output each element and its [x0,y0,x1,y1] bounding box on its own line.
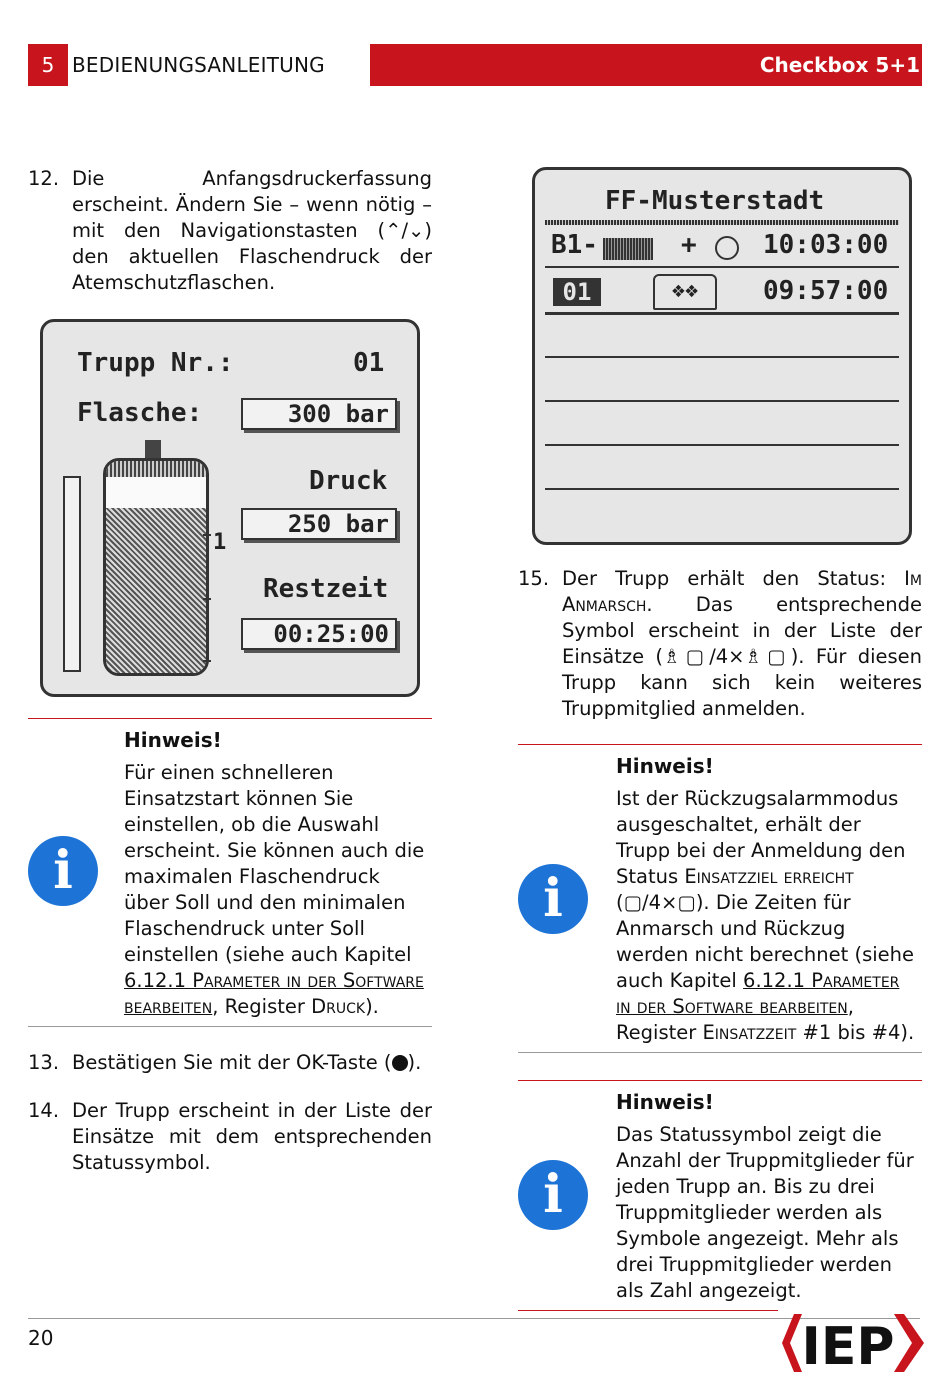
cylinder-icon [103,458,209,676]
empty-row-line [545,488,899,490]
flasche-value: 300 bar [241,398,397,430]
ok-key-icon [392,1055,408,1071]
trupp-time: 09:57:00 [763,276,889,306]
trupp-number: 01 [353,348,385,378]
chapter-link[interactable]: 6.12.1 Parameter in der Software bearbeiten [616,969,900,1018]
chapter-number: 5 [28,44,68,86]
note-divider [28,718,432,719]
info-icon: i [518,1160,588,1230]
trupp-id-badge: 01 [553,278,601,306]
druck-value: 250 bar [241,508,397,540]
plus-sign: + [681,230,697,260]
screen-title: FF-Musterstadt [605,186,825,216]
scale-tick [203,660,211,662]
mission-id: B1- [551,230,598,260]
mission-time: 10:03:00 [763,230,889,260]
time-bar-gauge [63,476,81,672]
note-divider [518,1080,922,1081]
status-anmarsch-icon: ❖❖ [653,274,717,310]
product-name: Checkbox 5+1 [759,53,920,77]
step-number: 13. [28,1051,60,1074]
note-text: Ist der Rückzugsalarmmodus ausgeschaltet, erhält der Trupp bei der Anmeldung den Status Einsatzziel erreicht (▢/4×▢). Die Zeiten für Anmarsch und Rückzug werden nicht berechnet (siehe auch Kapitel 6.12.1 Parameter in der Software bearbeiten, Register Einsatzzeit #1 bis #4). [616,787,915,1044]
step-number: 14. [28,1099,60,1122]
flasche-label: Flasche: [77,398,203,428]
person-icon: ♗▢ [744,645,791,668]
screen-separator [545,266,899,268]
scale-tick [203,598,211,600]
empty-row-line [545,400,899,402]
device-screen-missions [532,167,912,545]
druck-label: Druck [309,466,388,496]
chapter-title: BEDIENUNGSANLEITUNG [72,53,325,77]
person-icon: ▢ [623,891,643,914]
person-icon: ♗▢ [663,645,710,668]
note-divider [28,1026,432,1027]
step-text: Bestätigen Sie mit der OK-Taste ( ). [72,1051,422,1074]
clock-icon [715,236,739,260]
note-divider [518,1310,778,1311]
cylinder-valve [145,440,161,460]
scale-tick [203,534,211,536]
empty-row-line [545,356,899,358]
step-text: Der Trupp erhält den Status: Im Anmarsch. Das entsprechende Symbol erscheint in der Liste der Einsätze (♗▢/4×♗▢). Für diesen Trupp kann sich kein weiteres Truppmitglied anmelden. [562,567,922,720]
screen-separator [545,312,899,315]
restzeit-label: Restzeit [263,574,389,604]
person-icon: ▢ [677,891,696,914]
level-marker: 1 [213,530,227,555]
note-title: Hinweis! [124,728,222,752]
chapter-link[interactable]: 6.12.1 Parameter in der Software bearbeiten [124,969,424,1018]
screen-separator [545,220,899,225]
info-icon: i [28,836,98,906]
note-title: Hinweis! [616,1090,714,1114]
note-title: Hinweis! [616,754,714,778]
empty-row-line [545,444,899,446]
device-screen-pressure [40,319,420,697]
note-text: Das Statussymbol zeigt die Anzahl der Truppmitglieder für jeden Trupp an. Bis zu drei Truppmitglieder werden als Symbole angezeigt. Mehr als drei Truppmitglieder werden als Zahl angezeigt. [616,1123,914,1302]
note-divider [518,1052,922,1053]
step-text: Die Anfangsdruckerfassung erscheint. Ändern Sie – wenn nötig – mit den Navigationstasten (⌃/⌄) den aktuellen Flaschendruck der Atemschutzflaschen. [72,167,432,294]
logo-text: IEP [801,1317,895,1376]
iep-logo [778,1310,928,1376]
note-text: Für einen schnelleren Einsatzstart können Sie einstellen, ob die Auswahl erscheint. Sie können auch die maximalen Flaschendruck über Soll und den minimalen Flaschendruck unter Soll einstellen (siehe auch Kapitel 6.12.1 Parameter in der Software bearbeiten, Register Druck). [124,761,425,1018]
battery-icon [603,238,653,260]
note-divider [518,744,922,745]
trupp-label: Trupp Nr.: [77,348,234,378]
step-number: 15. [518,567,550,590]
page-number: 20 [28,1326,54,1350]
restzeit-value: 00:25:00 [241,618,397,650]
step-number: 12. [28,167,60,190]
step-text: Der Trupp erscheint in der Liste der Einsätze mit dem entsprechenden Statussymbol. [72,1099,432,1174]
info-icon: i [518,864,588,934]
